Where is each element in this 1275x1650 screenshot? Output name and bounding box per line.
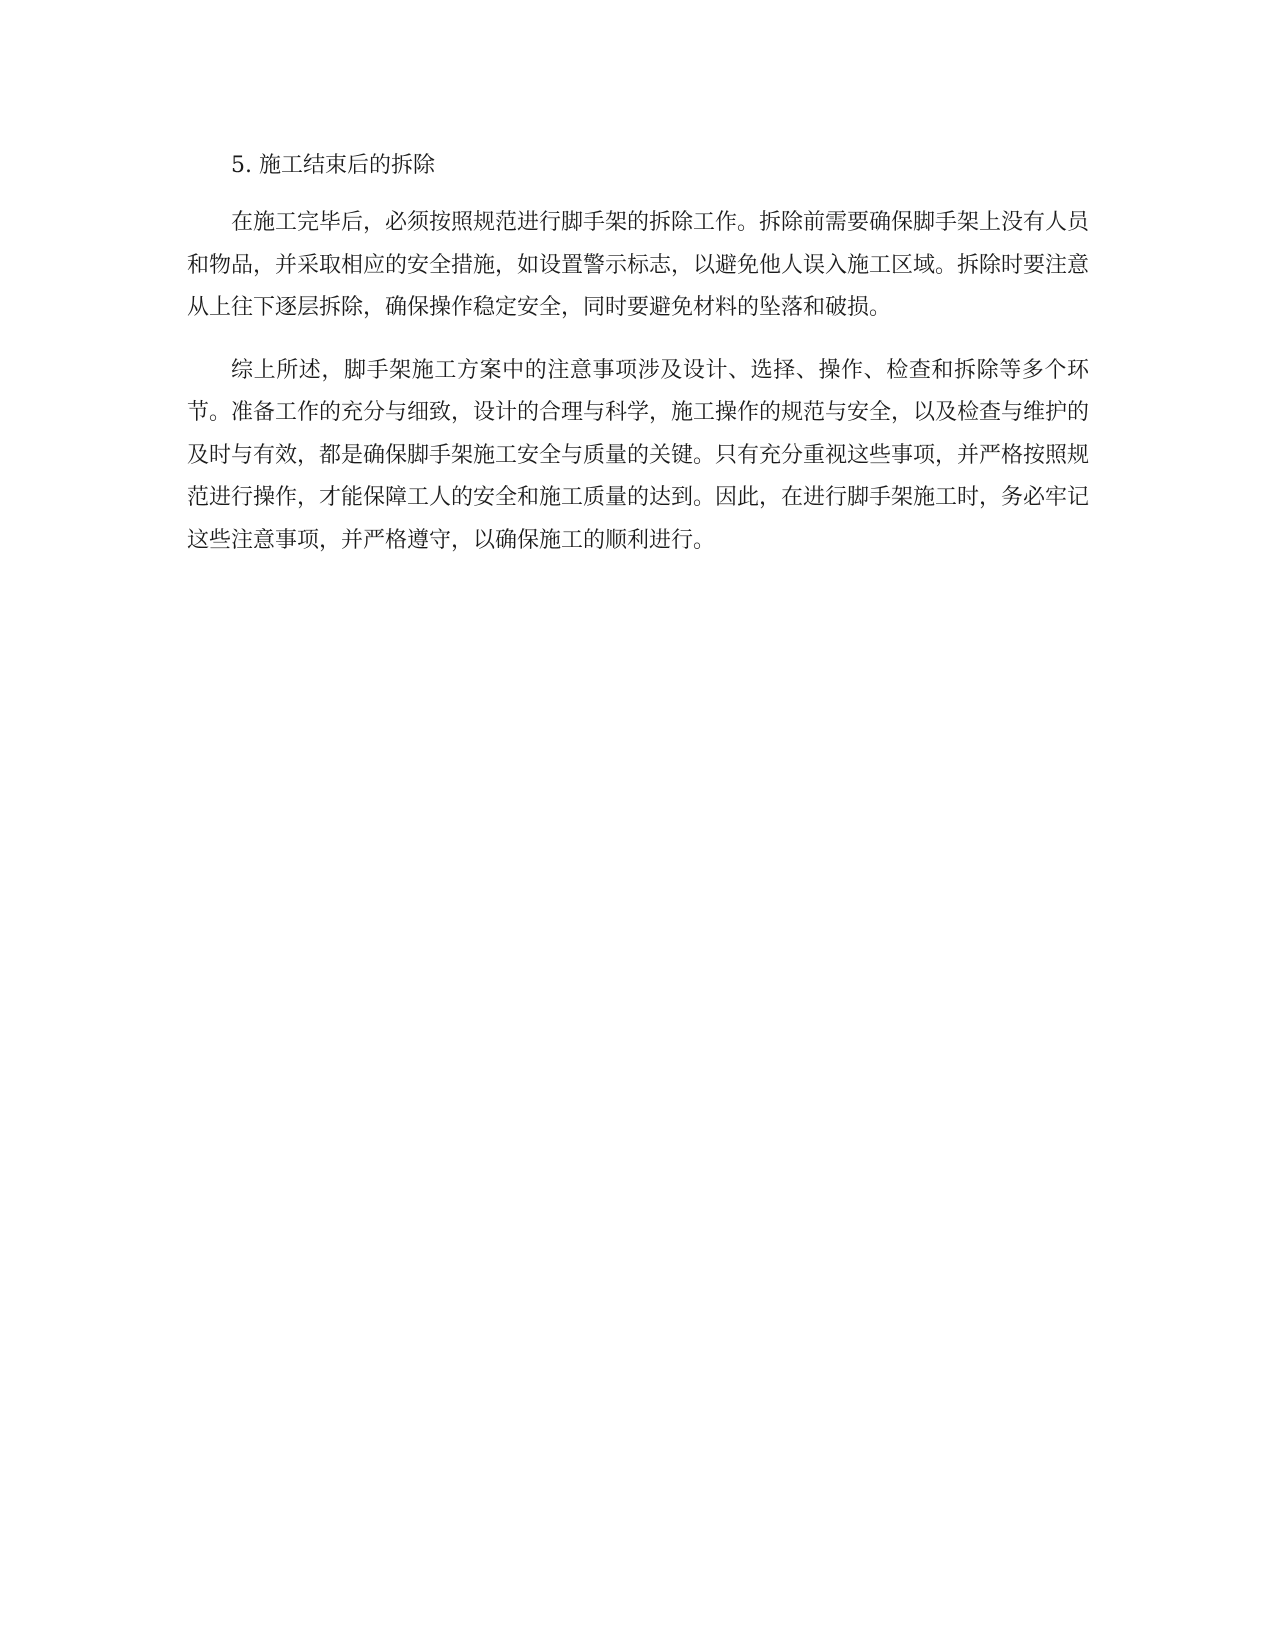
section-heading: 5. 施工结束后的拆除 [231, 153, 435, 178]
paragraph-summary: 综上所述，脚手架施工方案中的注意事项涉及设计、选择、操作、检查和拆除等多个环节。准备工作的充分与细致，设计的合理与科学，施工操作的规范与安全，以及检查与维护的及时与有效，都是确保脚手架施工安全与质量的关键。只有充分重视这些事项，并严格按照规范进行操作，才能保障工人的安全和施工质量的达到。因此，在进行脚手架施工时，务必牢记这些注意事项，并严格遵守，以确保施工的顺利进行。 [187, 357, 1090, 553]
document-body [187, 150, 1089, 582]
paragraph-dismantling: 在施工完毕后，必须按照规范进行脚手架的拆除工作。拆除前需要确保脚手架上没有人员和物品，并采取相应的安全措施，如设置警示标志，以避免他人误入施工区域。拆除时要注意从上往下逐层拆除，确保操作稳定安全，同时要避免材料的坠落和破损。 [187, 210, 1090, 320]
